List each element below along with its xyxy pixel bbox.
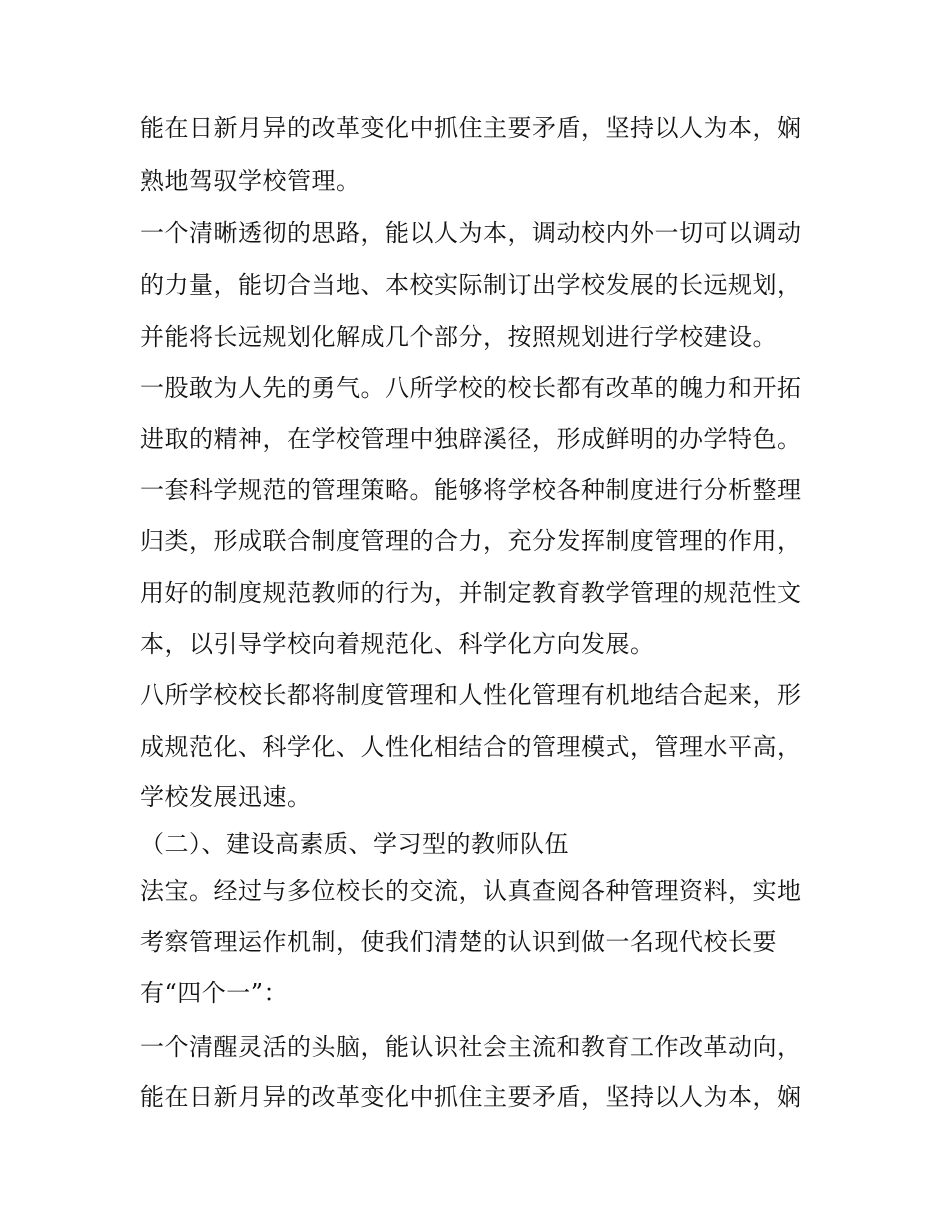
text-line: 一个清醒灵活的头脑，能认识社会主流和教育工作改革动向， [140, 1033, 802, 1061]
text-line: 本，以引导学校向着规范化、科学化方向发展。 [140, 630, 655, 658]
text-line: 学校发展迅速。 [140, 783, 312, 811]
text-line: 能在日新月异的改革变化中抓住主要矛盾，坚持以人为本，娴 [140, 114, 802, 142]
text-line: 熟地驾驭学校管理。 [140, 167, 361, 195]
text-line: 归类，形成联合制度管理的合力，充分发挥制度管理的作用， [140, 527, 802, 555]
text-line: 的力量，能切合当地、本校实际制订出学校发展的长远规划， [140, 271, 802, 299]
section-heading: （二）、建设高素质、学习型的教师队伍 [140, 830, 569, 858]
text-line: 考察管理运作机制，使我们清楚的认识到做一名现代校长要 [140, 928, 777, 956]
text-line: 用好的制度规范教师的行为，并制定教育教学管理的规范性文 [140, 579, 802, 607]
text-line: 成规范化、科学化、人性化相结合的管理模式，管理水平高， [140, 733, 802, 761]
text-line: 一个清晰透彻的思路，能以人为本，调动校内外一切可以调动 [140, 219, 802, 247]
text-line: 进取的精神，在学校管理中独辟溪径，形成鲜明的办学特色。 [140, 425, 802, 453]
text-line: 法宝。经过与多位校长的交流，认真查阅各种管理资料，实地 [140, 877, 802, 905]
text-line: 一股敢为人先的勇气。八所学校的校长都有改革的魄力和开拓 [140, 374, 802, 402]
text-line: 有“四个一”： [140, 979, 289, 1007]
text-line: 能在日新月异的改革变化中抓住主要矛盾，坚持以人为本，娴 [140, 1083, 802, 1111]
text-line: 八所学校校长都将制度管理和人性化管理有机地结合起来，形 [140, 681, 802, 709]
text-line: 并能将长远规划化解成几个部分，按照规划进行学校建设。 [140, 323, 777, 351]
text-line: 一套科学规范的管理策略。能够将学校各种制度进行分析整理 [140, 476, 802, 504]
